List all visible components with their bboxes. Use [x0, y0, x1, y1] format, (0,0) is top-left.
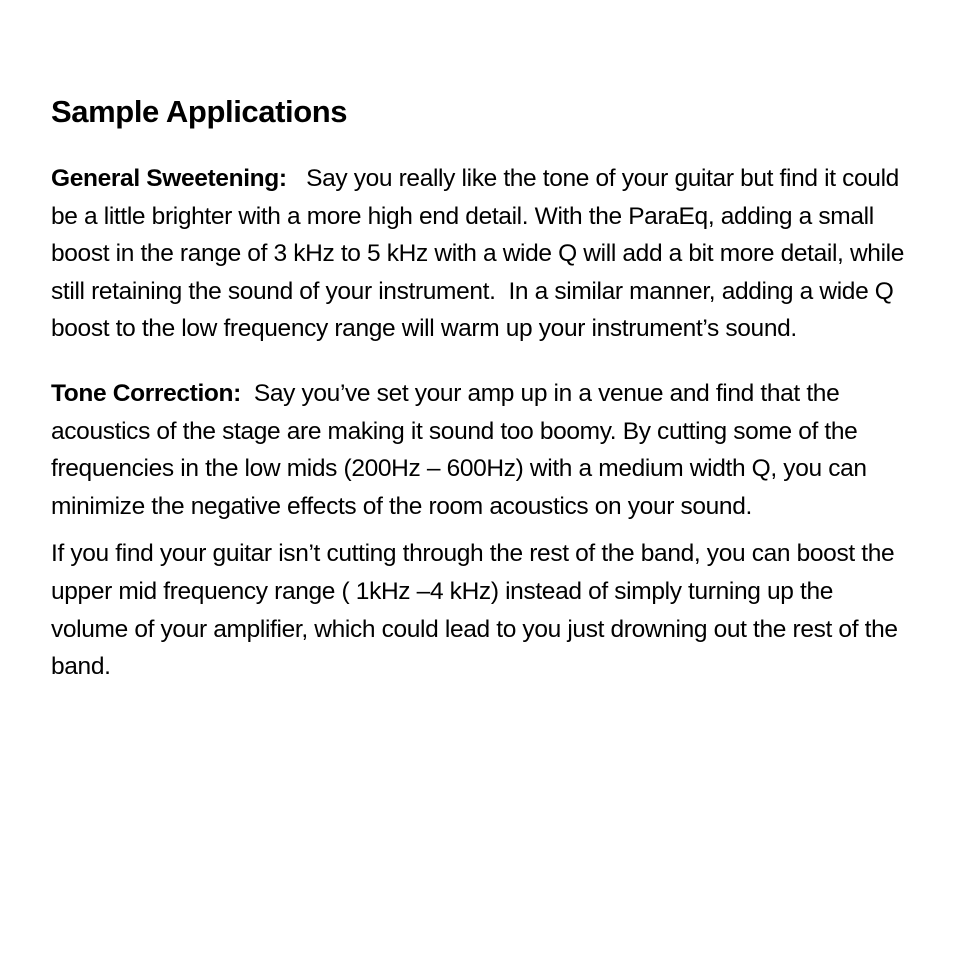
tone-correction-text: Say you’ve set your amp up in a venue and find that the acoustics of the stage are making it sound too boomy. By cutting some of the frequencies in the low mids (200Hz – 600Hz) with a medium width Q, you can minimize the negative effects of the room acoustics on your sound. — [51, 379, 874, 520]
tone-correction-paragraph — [51, 375, 911, 525]
general-sweetening-lead: General Sweetening: — [51, 165, 287, 192]
document-page — [51, 90, 911, 686]
followup-paragraph: If you find your guitar isn’t cutting through the rest of the band, you can boost the upper mid frequency range ( 1kHz –4 kHz) instead of simply turning up the volume of your amplifier, which could lead to you just drowning out the rest of the band. — [51, 540, 898, 681]
section-heading: Sample Applications — [51, 94, 348, 129]
general-sweetening-text: Say you really like the tone of your guitar but find it could be a little brighter with a more high end detail. With the ParaEq, adding a small boost in the range of 3 kHz to 5 kHz with a wide Q will add a bit more detail, while still retaining the sound of your instrument. In a similar manner, adding a wide Q boost to the low frequency range will warm up your instrument’s sound. — [51, 165, 911, 343]
general-sweetening-paragraph — [51, 160, 911, 348]
tone-correction-lead: Tone Correction: — [51, 379, 241, 407]
